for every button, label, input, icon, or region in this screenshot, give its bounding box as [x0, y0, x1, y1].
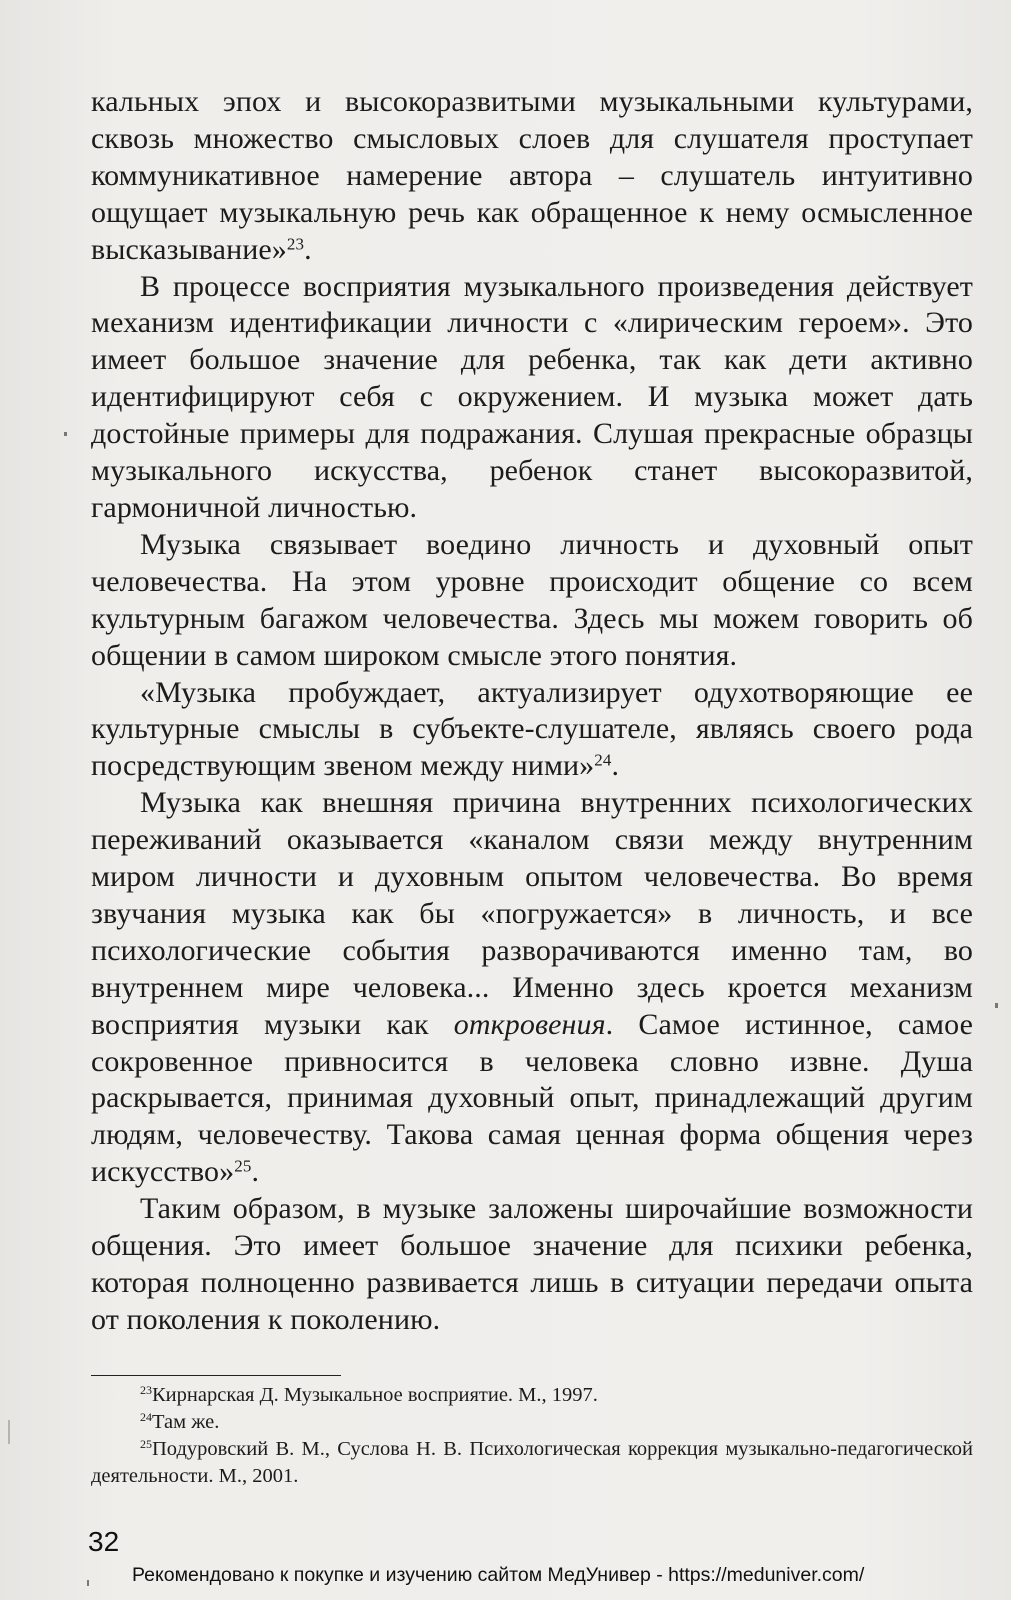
paragraph-4-quote: «Музыка пробуждает, актуализирует одухотворяющие ее культурные смыслы в субъекте-слушателе, являясь своего рода посредствующим звеном между ними»$^{24}$.: [91, 675, 973, 783]
footnote-ref-25[interactable]: 25: [234, 1156, 252, 1176]
main-text: [91, 84, 973, 1339]
footnote-ref-23[interactable]: 23: [286, 234, 305, 254]
footnote-25: $^{25}$Подуровский В. М., Суслова Н. В. Психологическая коррекция музыкально-педагогической деятельности. М., 2001.: [91, 1436, 973, 1487]
paragraph-1: кальных эпох и высокоразвитыми музыкальными культурами, сквозь множество смысловых слоев для слушателя проступает коммуникативное намерение автора – слушатель интуитивно ощущает музыкальную речь как обращенное к нему осмысленное высказывание»$^{23}$.: [91, 85, 973, 266]
footnotes: [91, 1382, 973, 1490]
emphasis-word: откровения: [453, 1007, 606, 1041]
paragraph-3: Музыка связывает воедино личность и духовный опыт человечества. На этом уровне происходит общение со всем культурным багажом человечества. Здесь мы можем говорить об общении в самом широком смысле этого понятия.: [91, 527, 973, 672]
scan-speck: [8, 1420, 10, 1444]
scan-speck: [64, 432, 67, 436]
paragraph-5: Музыка как внешняя причина внутренних психологических переживаний оказывается «каналом связи между внутренним миром личности и духовным опытом человечества. Во время звучания музыка как бы «погружается» в личность, и все психологические события разворачиваются именно там, во внутреннем мире человека... Именно здесь кроется механизм восприятия музыки как откровения. Самое истинное, самое сокровенное привносится в человека словно извне. Душа раскрывается, принимая духовный опыт, принадлежащий другим людям, человечеству. Такова самая ценная форма общения через искусство»$^{25}$.: [91, 786, 974, 1189]
footnote-divider: [91, 1375, 341, 1376]
paragraph-2: В процессе восприятия музыкального произведения действует механизм идентификации личности с «лирическим героем». Это имеет большое значение для ребенка, так как дети активно идентифицируют себя с окружением. И музыка может дать достойные примеры для подражания. Слушая прекрасные образцы музыкального искусства, ребенок станет высокоразвитой, гармоничной личностью.: [91, 269, 973, 524]
page-number: 32: [88, 1526, 120, 1557]
footnote-23: $^{23}$Кирнарская Д. Музыкальное восприятие. М., 1997.: [140, 1382, 598, 1406]
paragraph-6: Таким образом, в музыке заложены широчайшие возможности общения. Это имеет большое значение для психики ребенка, которая полноценно развивается лишь в ситуации передачи опыта от поколения к поколению.: [91, 1192, 973, 1336]
scan-speck: [87, 1580, 89, 1586]
footnote-24: $^{24}$Там же.: [140, 1409, 220, 1433]
scan-speck: [995, 1003, 998, 1008]
site-banner-link[interactable]: Рекомендовано к покупке и изучению сайтом МедУнивер - https://meduniver.com/: [132, 1564, 865, 1586]
footnote-ref-24[interactable]: 24: [594, 750, 612, 770]
